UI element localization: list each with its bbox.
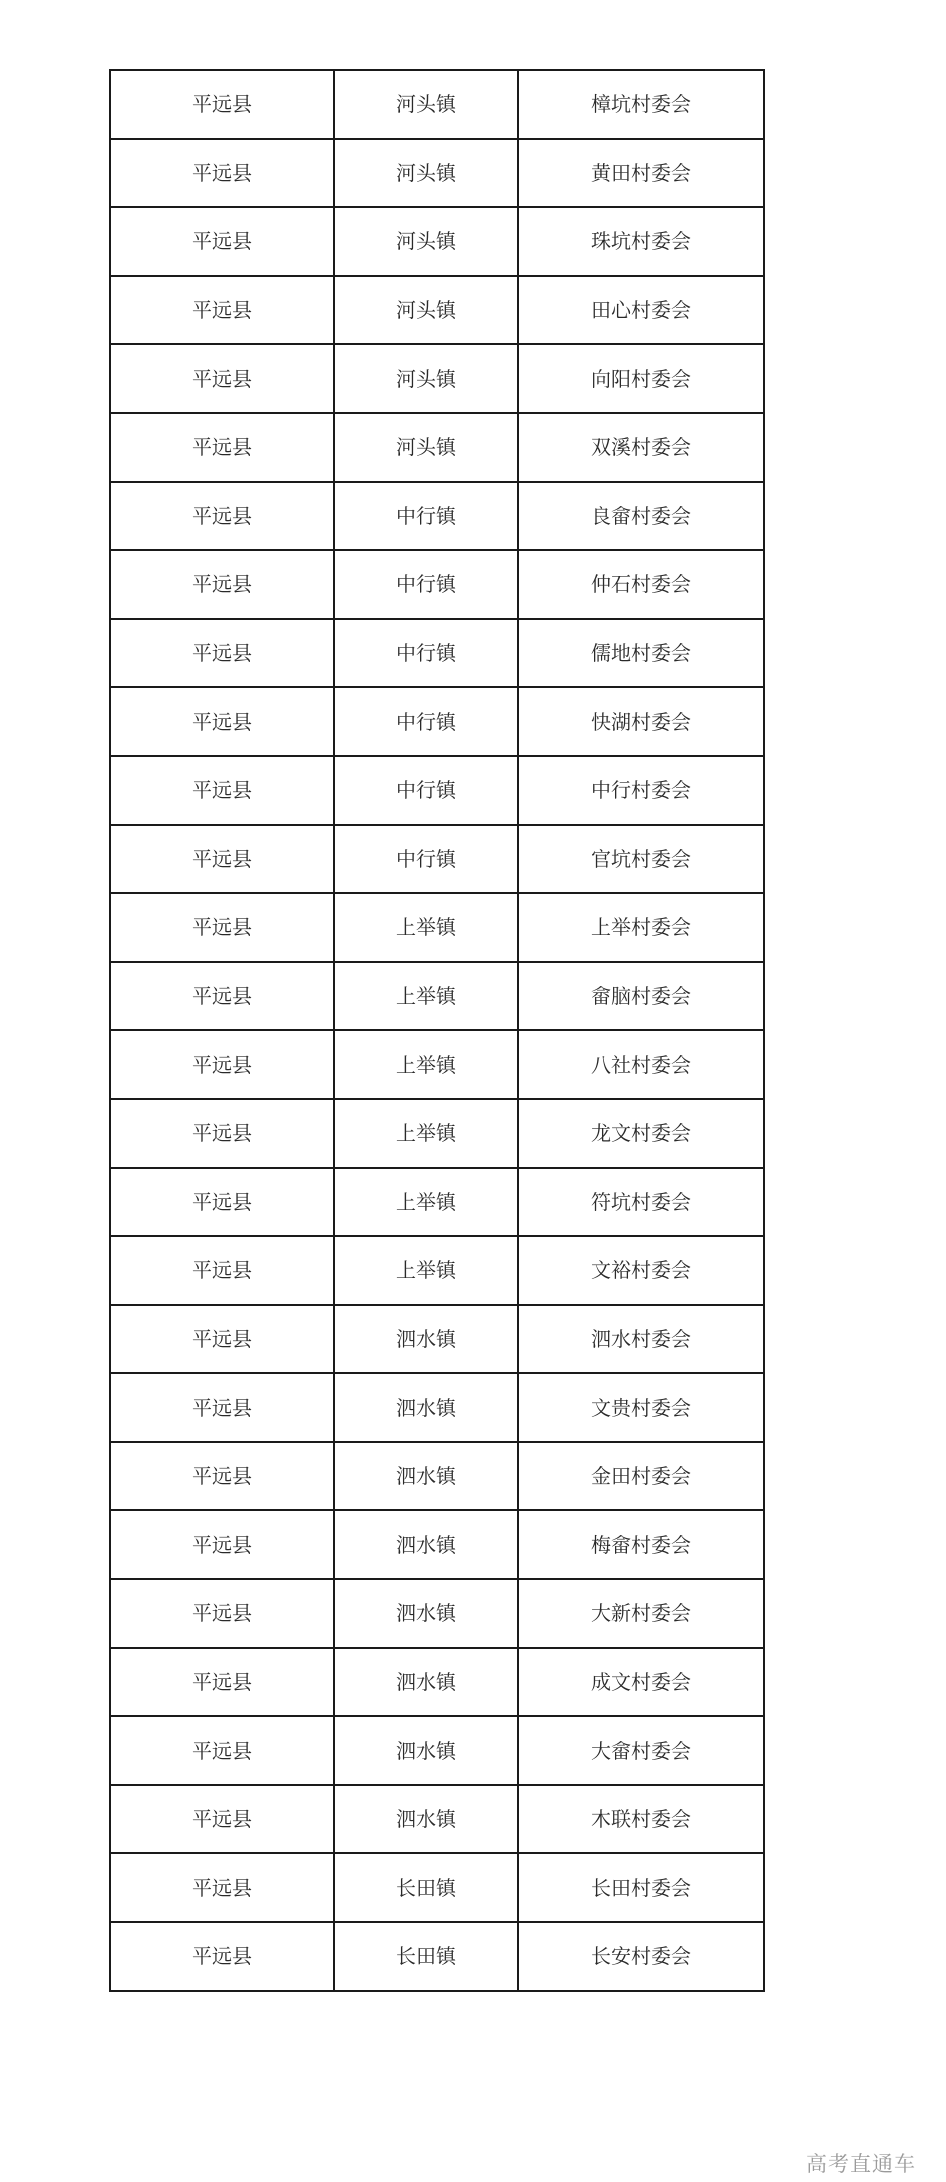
table-row — [110, 70, 764, 139]
village-committee-cell: 黄田村委会 — [518, 139, 764, 208]
village-committee-cell: 快湖村委会 — [518, 687, 764, 756]
table-row — [110, 344, 764, 413]
town-cell: 泗水镇 — [334, 1373, 518, 1442]
county-cell: 平远县 — [110, 1579, 334, 1648]
village-committee-cell: 向阳村委会 — [518, 344, 764, 413]
town-cell: 泗水镇 — [334, 1785, 518, 1854]
county-cell: 平远县 — [110, 1373, 334, 1442]
village-committee-cell: 珠坑村委会 — [518, 207, 764, 276]
town-cell: 泗水镇 — [334, 1305, 518, 1374]
county-cell: 平远县 — [110, 70, 334, 139]
town-cell: 泗水镇 — [334, 1648, 518, 1717]
village-committee-cell: 成文村委会 — [518, 1648, 764, 1717]
table-row — [110, 1442, 764, 1511]
town-cell: 中行镇 — [334, 687, 518, 756]
table-row — [110, 550, 764, 619]
table-row — [110, 482, 764, 551]
table-row — [110, 1648, 764, 1717]
village-committee-cell: 儒地村委会 — [518, 619, 764, 688]
town-cell: 河头镇 — [334, 413, 518, 482]
village-committee-cell: 官坑村委会 — [518, 825, 764, 894]
county-cell: 平远县 — [110, 825, 334, 894]
village-committee-table — [109, 69, 765, 1992]
town-cell: 泗水镇 — [334, 1579, 518, 1648]
village-committee-cell: 木联村委会 — [518, 1785, 764, 1854]
village-committee-cell: 中行村委会 — [518, 756, 764, 825]
town-cell: 泗水镇 — [334, 1510, 518, 1579]
village-committee-cell: 泗水村委会 — [518, 1305, 764, 1374]
town-cell: 中行镇 — [334, 482, 518, 551]
town-cell: 河头镇 — [334, 139, 518, 208]
town-cell: 上举镇 — [334, 1030, 518, 1099]
village-committee-cell: 双溪村委会 — [518, 413, 764, 482]
town-cell: 中行镇 — [334, 550, 518, 619]
county-cell: 平远县 — [110, 276, 334, 345]
village-committee-cell: 金田村委会 — [518, 1442, 764, 1511]
town-cell: 河头镇 — [334, 344, 518, 413]
village-committee-cell: 仲石村委会 — [518, 550, 764, 619]
town-cell: 长田镇 — [334, 1853, 518, 1922]
town-cell: 中行镇 — [334, 825, 518, 894]
county-cell: 平远县 — [110, 1785, 334, 1854]
town-cell: 泗水镇 — [334, 1442, 518, 1511]
village-committee-cell: 文贵村委会 — [518, 1373, 764, 1442]
table-row — [110, 825, 764, 894]
county-cell: 平远县 — [110, 1716, 334, 1785]
county-cell: 平远县 — [110, 893, 334, 962]
village-committee-cell: 田心村委会 — [518, 276, 764, 345]
watermark: 高考直通车 — [806, 2152, 916, 2176]
village-committee-cell: 上举村委会 — [518, 893, 764, 962]
town-cell: 中行镇 — [334, 619, 518, 688]
table-row — [110, 1305, 764, 1374]
county-cell: 平远县 — [110, 1030, 334, 1099]
town-cell: 河头镇 — [334, 70, 518, 139]
county-cell: 平远县 — [110, 207, 334, 276]
table-row — [110, 962, 764, 1031]
table-row — [110, 1099, 764, 1168]
village-committee-cell: 长安村委会 — [518, 1922, 764, 1991]
table-row — [110, 1373, 764, 1442]
county-cell: 平远县 — [110, 1853, 334, 1922]
town-cell: 上举镇 — [334, 1236, 518, 1305]
village-committee-cell: 大新村委会 — [518, 1579, 764, 1648]
table-row — [110, 1030, 764, 1099]
table-row — [110, 1853, 764, 1922]
table-row — [110, 1510, 764, 1579]
county-cell: 平远县 — [110, 550, 334, 619]
village-committee-cell: 梅畲村委会 — [518, 1510, 764, 1579]
town-cell: 上举镇 — [334, 1168, 518, 1237]
table-row — [110, 1716, 764, 1785]
county-cell: 平远县 — [110, 1099, 334, 1168]
town-cell: 上举镇 — [334, 962, 518, 1031]
table-row — [110, 139, 764, 208]
county-cell: 平远县 — [110, 962, 334, 1031]
county-cell: 平远县 — [110, 1648, 334, 1717]
town-cell: 泗水镇 — [334, 1716, 518, 1785]
county-cell: 平远县 — [110, 687, 334, 756]
table-row — [110, 1236, 764, 1305]
village-committee-cell: 符坑村委会 — [518, 1168, 764, 1237]
county-cell: 平远县 — [110, 1442, 334, 1511]
table-row — [110, 687, 764, 756]
town-cell: 上举镇 — [334, 1099, 518, 1168]
county-cell: 平远县 — [110, 344, 334, 413]
county-cell: 平远县 — [110, 1922, 334, 1991]
village-committee-cell: 樟坑村委会 — [518, 70, 764, 139]
table-row — [110, 756, 764, 825]
table-row — [110, 413, 764, 482]
town-cell: 中行镇 — [334, 756, 518, 825]
table-row — [110, 893, 764, 962]
village-committee-cell: 八社村委会 — [518, 1030, 764, 1099]
village-committee-cell: 良畲村委会 — [518, 482, 764, 551]
county-cell: 平远县 — [110, 1510, 334, 1579]
county-cell: 平远县 — [110, 756, 334, 825]
table-row — [110, 207, 764, 276]
county-cell: 平远县 — [110, 139, 334, 208]
town-cell: 河头镇 — [334, 207, 518, 276]
village-committee-cell: 龙文村委会 — [518, 1099, 764, 1168]
table-row — [110, 1785, 764, 1854]
village-committee-cell: 文裕村委会 — [518, 1236, 764, 1305]
county-cell: 平远县 — [110, 413, 334, 482]
table-row — [110, 1579, 764, 1648]
town-cell: 长田镇 — [334, 1922, 518, 1991]
village-committee-cell: 大畲村委会 — [518, 1716, 764, 1785]
town-cell: 河头镇 — [334, 276, 518, 345]
county-cell: 平远县 — [110, 482, 334, 551]
table-row — [110, 1168, 764, 1237]
county-cell: 平远县 — [110, 619, 334, 688]
village-committee-cell: 长田村委会 — [518, 1853, 764, 1922]
table-row — [110, 276, 764, 345]
county-cell: 平远县 — [110, 1168, 334, 1237]
town-cell: 上举镇 — [334, 893, 518, 962]
village-committee-cell: 畲脑村委会 — [518, 962, 764, 1031]
county-cell: 平远县 — [110, 1236, 334, 1305]
county-cell: 平远县 — [110, 1305, 334, 1374]
table-body — [110, 70, 764, 1991]
table-row — [110, 619, 764, 688]
table-row — [110, 1922, 764, 1991]
